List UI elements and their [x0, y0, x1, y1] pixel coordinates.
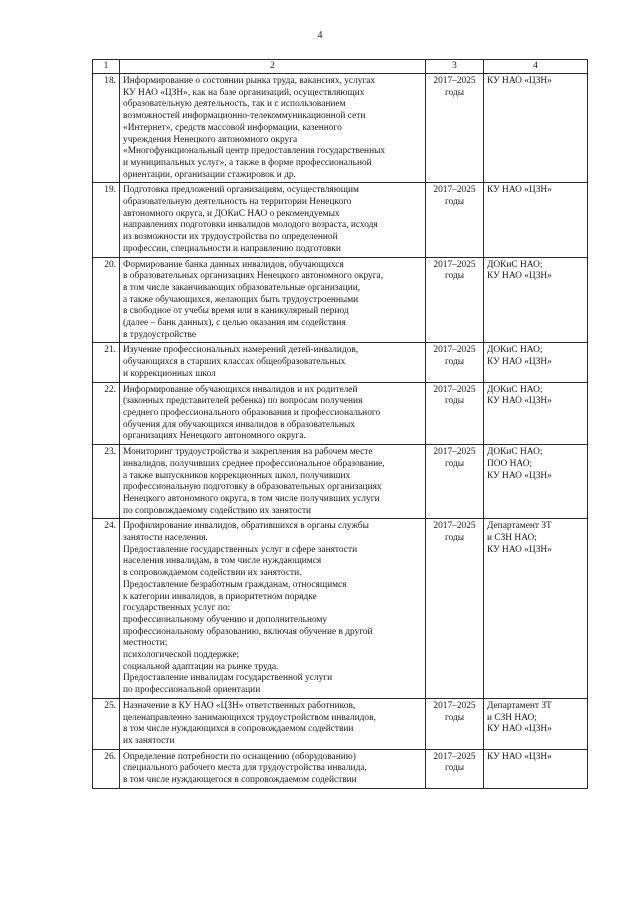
implementation-period: 2017–2025 годы: [426, 257, 484, 343]
measure-description: Мониторинг трудоустройства и закрепления на рабочем месте инвалидов, получивших среднее профессиональное образование, а также выпускников коррекционных школ, получивших профессиональную подготовку в образовательных организациях Ненецкого автономного округа, в том числе получивших услуги по сопровождаемому содействию их занятости: [120, 445, 426, 519]
responsible-executor: КУ НАО «ЦЗН»: [484, 749, 588, 788]
row-number: 18.: [93, 74, 120, 183]
table-row: [93, 343, 588, 382]
row-number: 21.: [93, 343, 120, 382]
table-row: [93, 74, 588, 183]
row-number: 22.: [93, 382, 120, 445]
measure-description: Формирование банка данных инвалидов, обучающихся в образовательных организациях Ненецкого автономного округа, в том числе заканчивающих образовательные организации, а также обучающихся, желающих быть трудоустроенными в свободное от учебы время или в каникулярный период (далее – банк данных), с целью оказания им содействия в трудоустройстве: [120, 257, 426, 343]
row-number: 26.: [93, 749, 120, 788]
implementation-period: 2017–2025 годы: [426, 343, 484, 382]
measure-description: Определение потребности по оснащению (оборудованию) специального рабочего места для трудоустройства инвалида, в том числе нуждающегося в сопровождаемом содействии: [120, 749, 426, 788]
measures-table: [92, 59, 588, 789]
measure-description: Информирование о состоянии рынка труда, вакансиях, услугах КУ НАО «ЦЗН», как на базе организаций, осуществляющих образовательную деятельность, так и с использованием возможностей информационно-телекоммуникационной сети «Интернет», средств массовой информации, казенного учреждения Ненецкого автономного округа «Многофункциональный центр предоставления государственных и муниципальных услуг», а также в форме профессиональной ориентации, организации стажировок и др.: [120, 74, 426, 183]
page-number: 4: [317, 30, 323, 41]
responsible-executor: ДОКиС НАО; КУ НАО «ЦЗН»: [484, 343, 588, 382]
responsible-executor: КУ НАО «ЦЗН»: [484, 74, 588, 183]
table-row: [93, 183, 588, 257]
row-number: 24.: [93, 519, 120, 699]
row-number: 23.: [93, 445, 120, 519]
header-col-4: 4: [484, 60, 588, 74]
header-col-1: 1: [93, 60, 120, 74]
table-row: [93, 257, 588, 343]
row-number: 19.: [93, 183, 120, 257]
table-header-row: [93, 60, 588, 74]
implementation-period: 2017–2025 годы: [426, 183, 484, 257]
implementation-period: 2017–2025 годы: [426, 749, 484, 788]
measure-description: Назначение в КУ НАО «ЦЗН» ответственных работников, целенаправленно занимающихся трудоустройством инвалидов, в том числе нуждающихся в сопровождаемом содействии их занятости: [120, 698, 426, 749]
table-row: [93, 445, 588, 519]
implementation-period: 2017–2025 годы: [426, 698, 484, 749]
row-number: 20.: [93, 257, 120, 343]
responsible-executor: КУ НАО «ЦЗН»: [484, 183, 588, 257]
responsible-executor: Департамент ЗТ и СЗН НАО; КУ НАО «ЦЗН»: [484, 519, 588, 699]
measure-description: Изучение профессиональных намерений детей-инвалидов, обучающихся в старших классах общеобразовательных и коррекционных школ: [120, 343, 426, 382]
responsible-executor: ДОКиС НАО; КУ НАО «ЦЗН»: [484, 257, 588, 343]
measure-description: Информирование обучающихся инвалидов и их родителей (законных представителей ребенка) по вопросам получения среднего профессионального образования и профессионального обучения для обучающихся инвалидов в образовательных организациях Ненецкого автономного округа.: [120, 382, 426, 445]
responsible-executor: ДОКиС НАО; КУ НАО «ЦЗН»: [484, 382, 588, 445]
header-col-2: 2: [120, 60, 426, 74]
implementation-period: 2017–2025 годы: [426, 74, 484, 183]
row-number: 25.: [93, 698, 120, 749]
responsible-executor: Департамент ЗТ и СЗН НАО; КУ НАО «ЦЗН»: [484, 698, 588, 749]
measure-description: Профилирование инвалидов, обратившихся в органы службы занятости населения. Предоставление государственных услуг в сфере занятости населения инвалидам, в том числе нуждающимся в сопровождаемом содействии их занятости. Предоставление безработным гражданам, относящимся к категории инвалидов, в приоритетном порядке государственных услуг по: профессиональному обучению и дополнительному профессиональному образованию, включая обучение в другой местности; психологической поддержке; социальной адаптации на рынке труда. Предоставление инвалидам государственной услуги по профессиональной ориентации: [120, 519, 426, 699]
responsible-executor: ДОКиС НАО; ПОО НАО; КУ НАО «ЦЗН»: [484, 445, 588, 519]
table-row: [93, 382, 588, 445]
implementation-period: 2017–2025 годы: [426, 519, 484, 699]
measure-description: Подготовка предложений организациям, осуществляющим образовательную деятельность на территории Ненецкого автономного округа, и ДОКиС НАО о рекомендуемых направлениях подготовки инвалидов молодого возраста, исходя из возможности их трудоустройства по определенной профессии, специальности и направлению подготовки: [120, 183, 426, 257]
header-col-3: 3: [426, 60, 484, 74]
implementation-period: 2017–2025 годы: [426, 382, 484, 445]
table-row: [93, 749, 588, 788]
table-row: [93, 698, 588, 749]
table-row: [93, 519, 588, 699]
implementation-period: 2017–2025 годы: [426, 445, 484, 519]
